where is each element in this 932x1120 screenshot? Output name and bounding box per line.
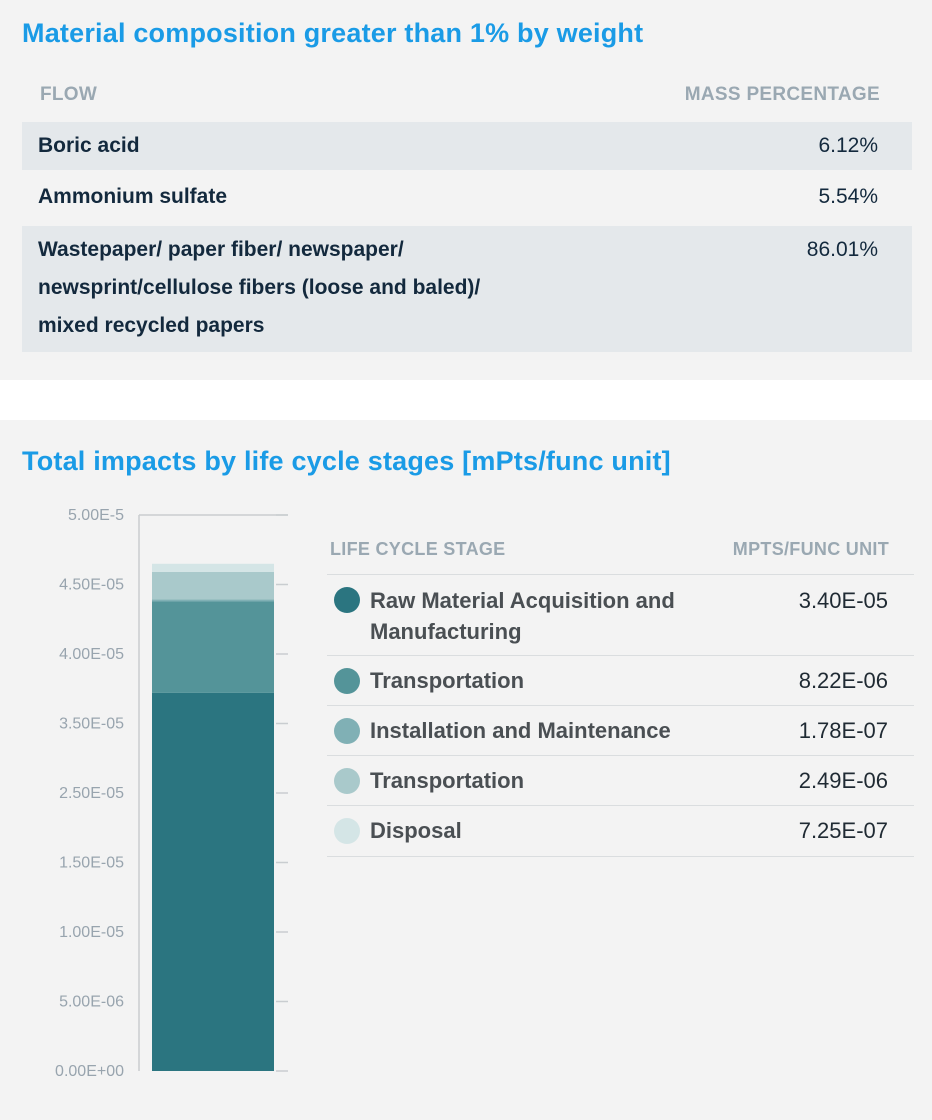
- legend-row-transportation-2: [327, 755, 914, 806]
- stage-value: 1.78E-07: [798, 718, 888, 743]
- y-tick-label: 4.00E-05: [59, 646, 124, 663]
- legend-row-installation: [327, 705, 914, 756]
- impacts-panel: [0, 420, 932, 1120]
- bar-segment-1: [152, 693, 274, 1071]
- stage-label: Installation and Maintenance: [370, 718, 671, 743]
- stacked-bar-chart: [0, 420, 330, 1110]
- stage-label-line: Manufacturing: [370, 619, 522, 644]
- composition-row-wastepaper: [22, 226, 912, 352]
- stage-label: Transportation: [370, 768, 525, 793]
- mpts-column-header: MPTS/FUNC UNIT: [732, 539, 889, 559]
- flow-name: Ammonium sulfate: [38, 185, 228, 208]
- y-tick-label: 4.50E-05: [59, 576, 124, 594]
- y-tick-label: 0.00E+00: [55, 1063, 124, 1080]
- composition-row-ammonium-sulfate: [22, 170, 912, 226]
- bar-stack: [152, 564, 274, 1071]
- legend-swatch: [334, 587, 360, 613]
- composition-title: Material composition greater than 1% by weight: [22, 18, 644, 48]
- flow-name-line: newsprint/cellulose fibers (loose and baled)/: [38, 276, 481, 299]
- legend-swatch: [334, 818, 360, 844]
- stage-value: 3.40E-05: [798, 588, 888, 613]
- mass-percentage: 86.01%: [806, 238, 878, 261]
- life-cycle-stage-column-header: LIFE CYCLE STAGE: [330, 539, 506, 559]
- flow-column-header: FLOW: [40, 84, 98, 105]
- legend-swatch: [334, 718, 360, 744]
- legend-swatch: [334, 668, 360, 694]
- bar-segment-4: [152, 572, 274, 600]
- y-tick-label: 3.50E-05: [59, 715, 124, 733]
- stage-label-line: Raw Material Acquisition and: [370, 588, 675, 613]
- legend-row-transportation-1: [327, 655, 914, 706]
- y-tick-label: 1.50E-05: [59, 854, 124, 872]
- legend-swatch: [334, 768, 360, 794]
- flow-name: Boric acid: [38, 134, 140, 157]
- mass-percentage-column-header: MASS PERCENTAGE: [684, 84, 880, 105]
- y-tick-label: 2.50E-05: [59, 785, 124, 802]
- stage-label: Disposal: [370, 818, 462, 843]
- mass-percentage: 6.12%: [818, 134, 878, 157]
- bar-segment-5: [152, 564, 274, 572]
- composition-row-boric-acid: [22, 122, 912, 170]
- flow-name-line: mixed recycled papers: [38, 314, 265, 337]
- stage-value: 7.25E-07: [798, 818, 888, 843]
- composition-panel: [0, 0, 932, 380]
- stage-label: Transportation: [370, 668, 525, 693]
- y-tick-label: 5.00E-5: [67, 507, 124, 524]
- bar-segment-3: [152, 600, 274, 602]
- mass-percentage: 5.54%: [818, 185, 878, 208]
- y-tick-label: 1.00E-05: [59, 924, 124, 941]
- legend-row-disposal: [327, 805, 914, 857]
- y-tick-label: 5.00E-06: [59, 993, 124, 1011]
- flow-name-line: Wastepaper/ paper fiber/ newspaper/: [38, 238, 404, 261]
- bar-segment-2: [152, 602, 274, 693]
- legend-row-raw-material: [327, 574, 914, 656]
- impacts-title: Total impacts by life cycle stages [mPts/func unit]: [22, 446, 671, 476]
- stage-value: 8.22E-06: [798, 668, 888, 693]
- stage-value: 2.49E-06: [798, 768, 888, 793]
